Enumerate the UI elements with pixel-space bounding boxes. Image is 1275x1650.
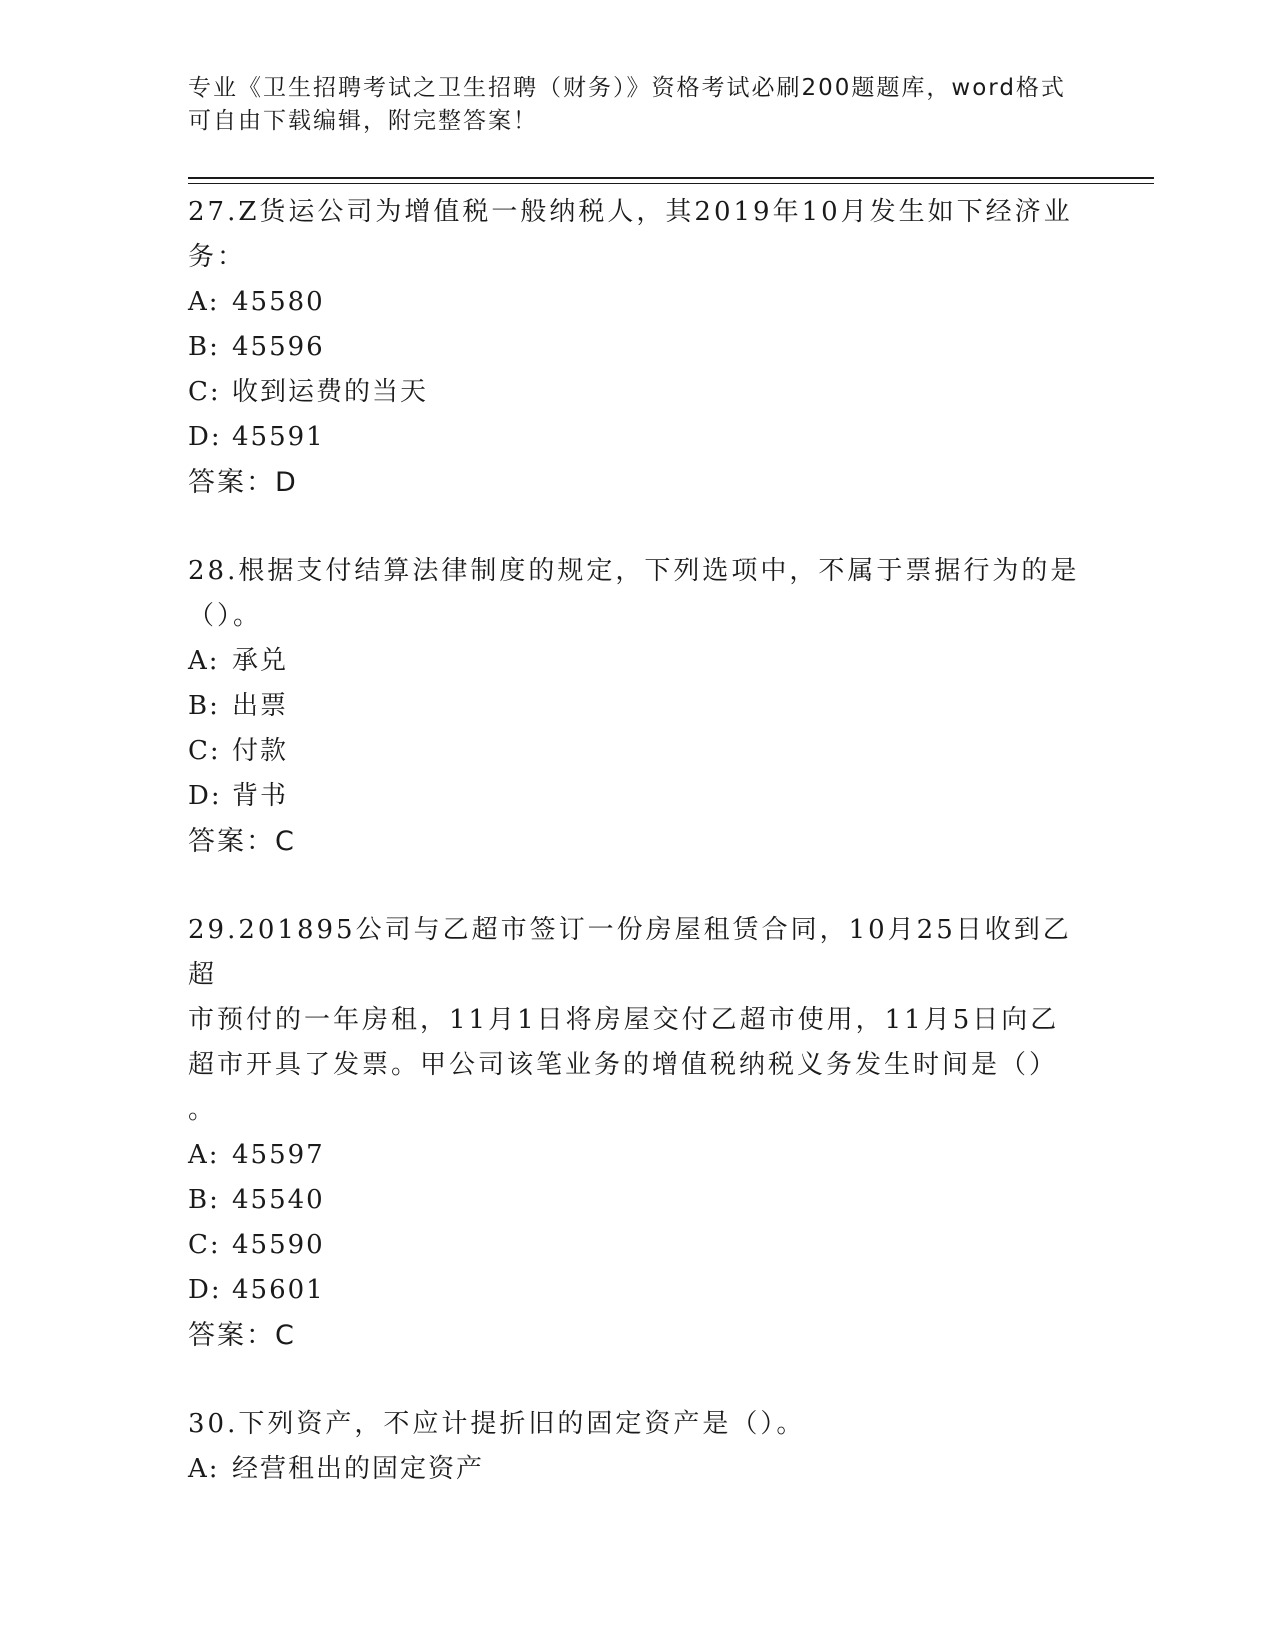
question-stem-line: 务： (188, 242, 247, 272)
option-label: A: (188, 1140, 220, 1170)
question-30 (188, 1402, 1088, 1492)
option-label: C: (188, 1230, 221, 1260)
option-label: B: (188, 691, 220, 721)
option-a (188, 639, 1088, 684)
option-label: A: (188, 287, 220, 317)
option-label: D: (188, 781, 222, 811)
option-text: 45596 (232, 332, 325, 362)
question-list (188, 190, 1088, 1492)
option-d (188, 774, 1088, 819)
option-b (188, 684, 1088, 729)
option-label: A: (188, 646, 220, 676)
document-header (188, 72, 1088, 138)
option-text: 收到运费的当天 (232, 377, 429, 407)
option-label: B: (188, 332, 220, 362)
option-label: D: (188, 422, 222, 452)
header-line-2: 可自由下载编辑，附完整答案！ (188, 108, 538, 134)
question-stem-line: 27.Z货运公司为增值税一般纳税人，其2019年10月发生如下经济业 (188, 197, 1073, 227)
question-stem-line: 。 (188, 1095, 218, 1125)
question-stem-line: （）。 (188, 601, 263, 631)
option-text: 45590 (232, 1230, 325, 1260)
option-label: B: (188, 1185, 220, 1215)
option-text: 45601 (232, 1275, 325, 1305)
option-d (188, 1268, 1088, 1313)
question-stem-line: 28.根据支付结算法律制度的规定，下列选项中，不属于票据行为的是 (188, 556, 1080, 586)
option-text: 背书 (232, 781, 289, 811)
option-c (188, 370, 1088, 415)
question-27 (188, 190, 1088, 505)
option-a (188, 280, 1088, 325)
answer-line: 答案：C (188, 1320, 296, 1351)
option-label: C: (188, 736, 221, 766)
option-d (188, 415, 1088, 460)
option-text: 出票 (232, 691, 289, 721)
header-divider (188, 177, 1154, 184)
option-text: 45591 (232, 422, 325, 452)
option-text: 经营租出的固定资产 (232, 1454, 485, 1484)
option-c (188, 1223, 1088, 1268)
option-text: 45540 (232, 1185, 325, 1215)
question-stem-line: 30.下列资产，不应计提折旧的固定资产是（）。 (188, 1409, 806, 1439)
option-label: A: (188, 1454, 220, 1484)
question-28 (188, 549, 1088, 864)
question-stem-line: 超市开具了发票。甲公司该笔业务的增值税纳税义务发生时间是（） (188, 1050, 1059, 1080)
option-label: D: (188, 1275, 222, 1305)
answer-line: 答案：C (188, 826, 296, 857)
question-stem-line: 市预付的一年房租，11月1日将房屋交付乙超市使用，11月5日向乙 (188, 1005, 1060, 1035)
question-29 (188, 908, 1088, 1358)
option-a (188, 1133, 1088, 1178)
option-label: C: (188, 377, 221, 407)
option-text: 承兑 (232, 646, 289, 676)
option-text: 付款 (232, 736, 289, 766)
question-stem-line: 29.201895公司与乙超市签订一份房屋租赁合同，10月25日收到乙超 (188, 915, 1072, 990)
option-b (188, 1178, 1088, 1223)
option-b (188, 325, 1088, 370)
header-line-1: 专业《卫生招聘考试之卫生招聘（财务）》资格考试必刷200题题库，word格式 (188, 75, 1066, 101)
option-c (188, 729, 1088, 774)
option-a (188, 1447, 1088, 1492)
option-text: 45580 (232, 287, 325, 317)
option-text: 45597 (232, 1140, 325, 1170)
answer-line: 答案：D (188, 467, 298, 498)
